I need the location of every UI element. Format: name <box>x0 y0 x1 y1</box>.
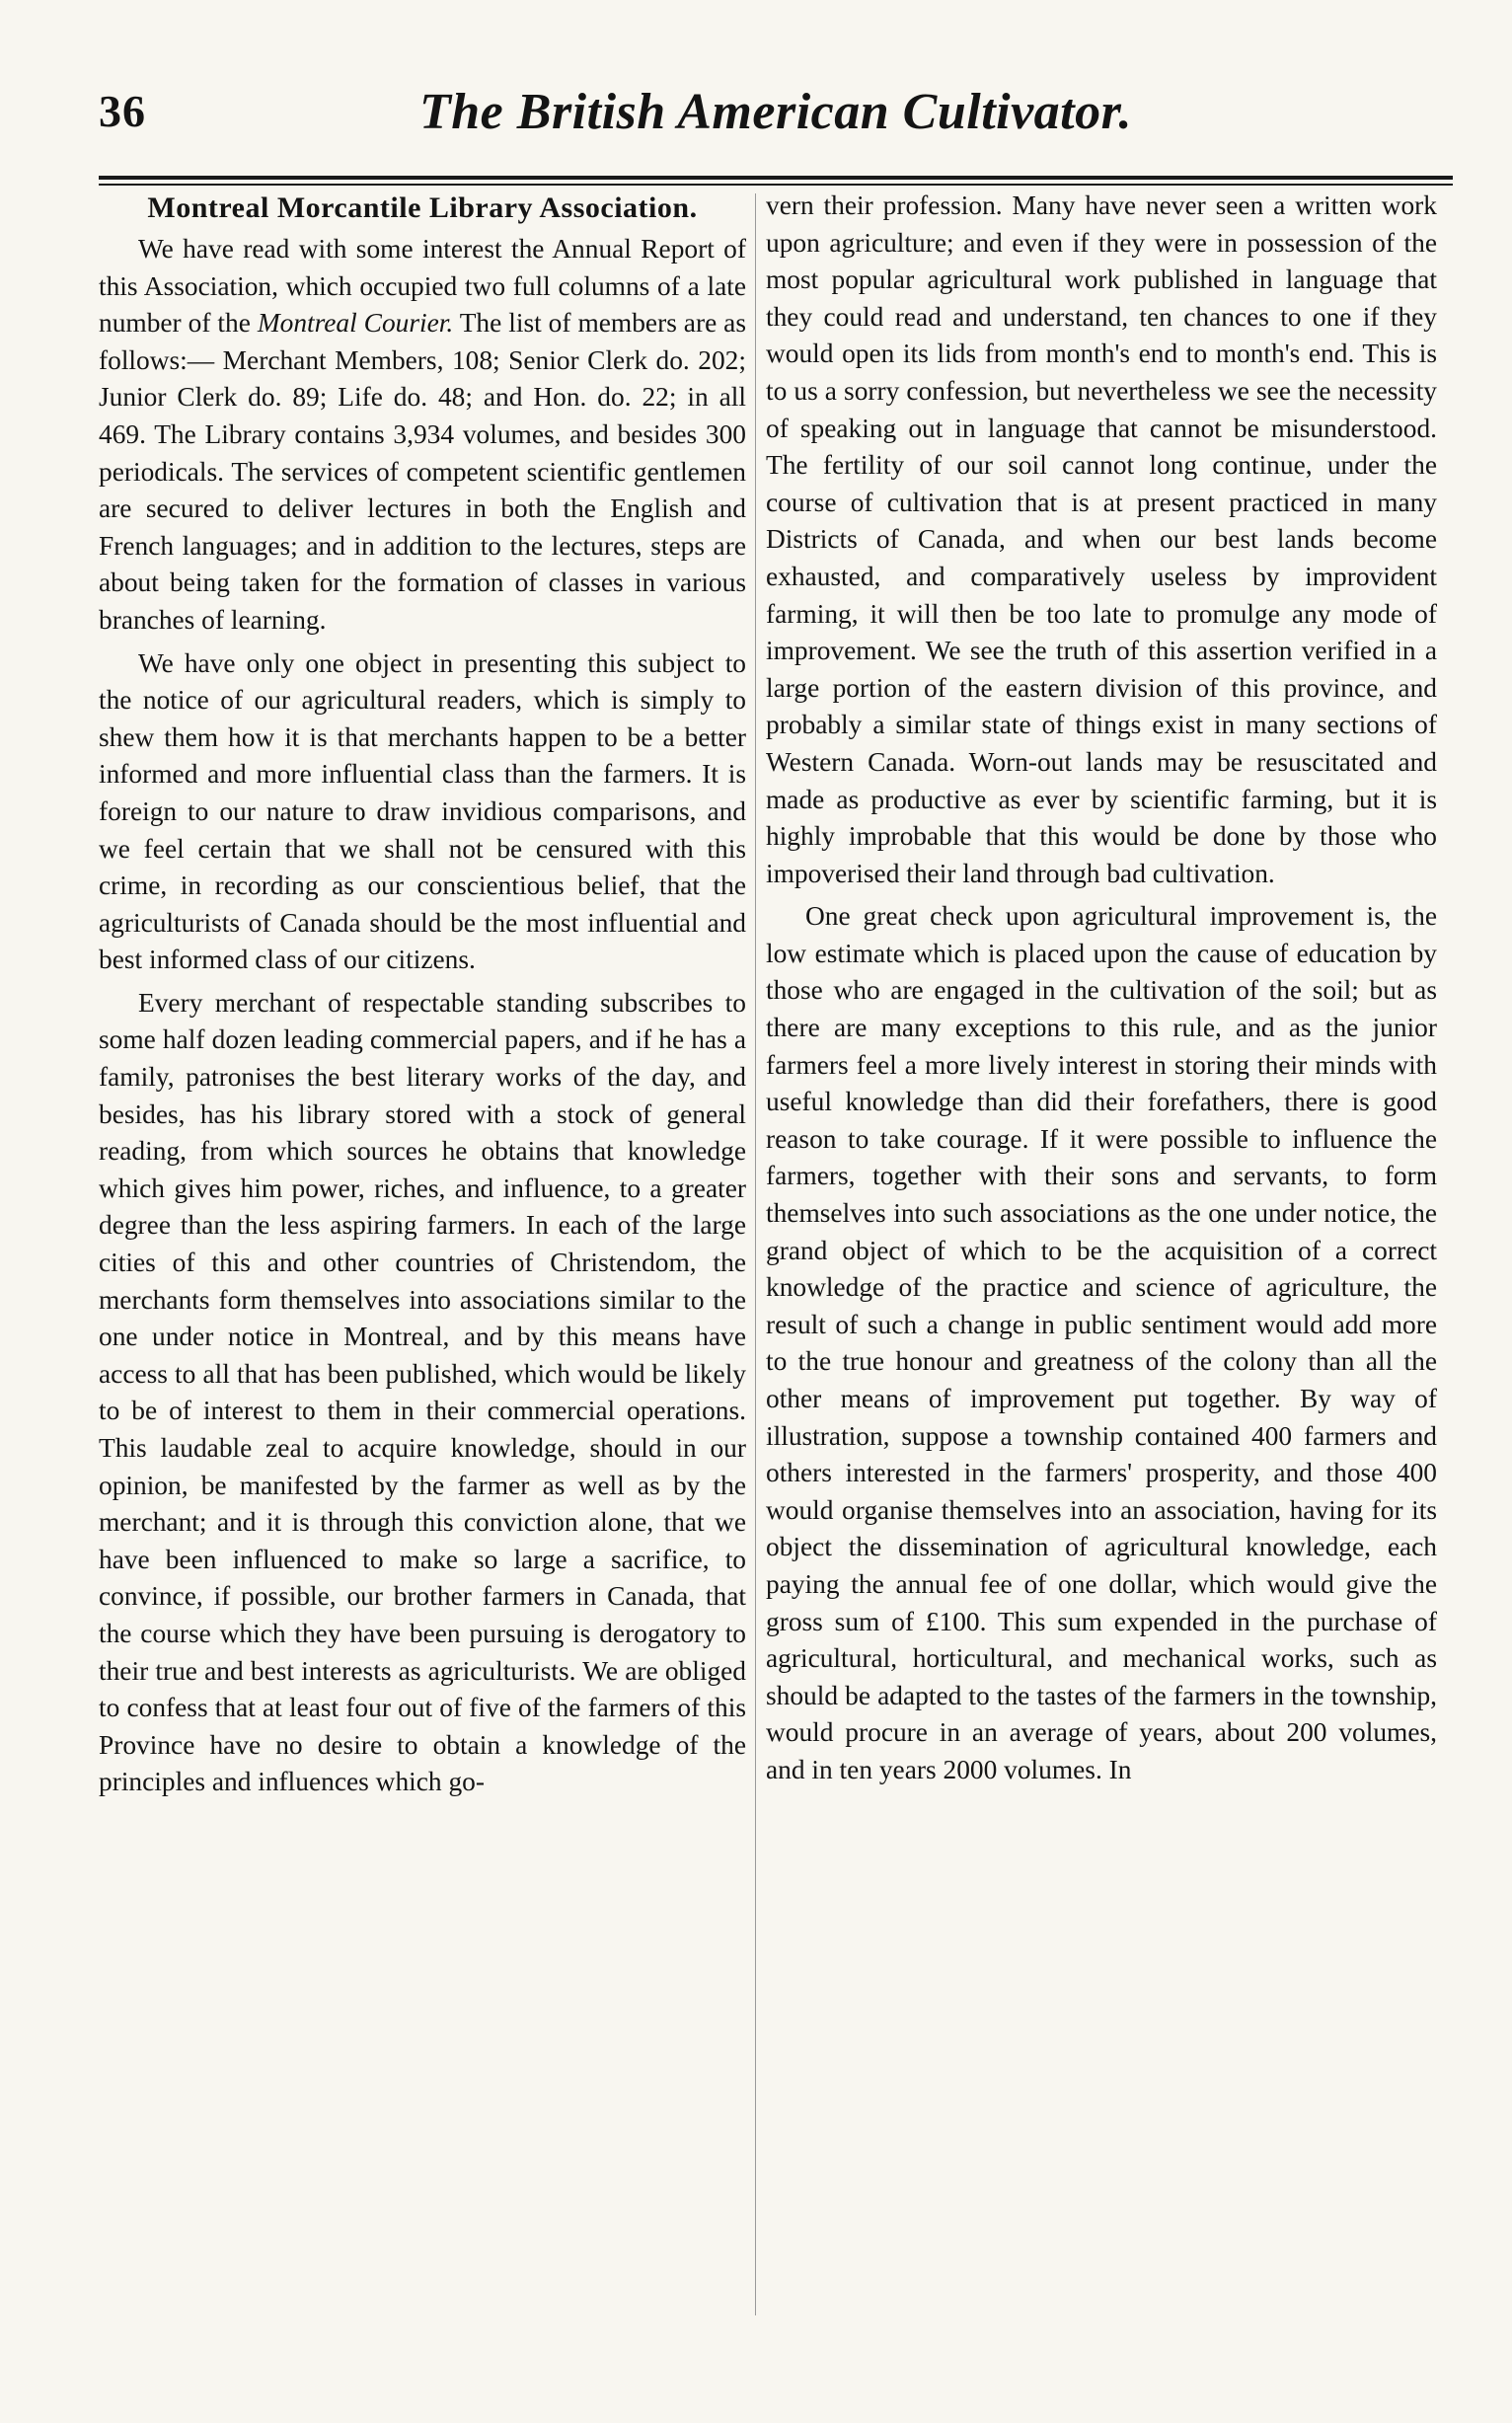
article-paragraph <box>99 231 746 640</box>
left-column <box>99 188 746 2359</box>
paragraph-text: We have read with some interest the Annual Report of this Association, which occupied two full columns of a late number of the <box>99 234 746 339</box>
article-title: Montreal Morcantile Library Association. <box>147 191 698 224</box>
article-paragraph: Every merchant of respectable standing subscribes to some half dozen leading commercial papers, and if he has a family, patronises the best literary works of the day, and besides, has his library stored with a stock of general reading, from which sources he obtains that knowledge which gives him power, riches, and influence, to a greater degree than the less aspiring farmers. In each of the large cities of this and other countries of Christendom, the merchants form themselves into associations similar to the one under notice in Montreal, and by this means have access to all that has been published, which would be likely to be of interest to them in their commercial operations. This laudable zeal to acquire knowledge, should in our opinion, be manifested by the farmer as well as by the merchant; and it is through this conviction alone, that we have been influenced to make so large a sacrifice, to convince, if possible, our brother farmers in Canada, that the course which they have been pursuing is derogatory to their true and best interests as agriculturists. We are obliged to confess that at least four out of five of the farmers of this Province have no desire to obtain a knowledge of the principles and influences which go- <box>99 987 746 1797</box>
page-header <box>99 77 1453 156</box>
newspaper-name: Montreal Courier. <box>257 308 454 339</box>
paragraph-text: The list of members are as follows:— Merchant Members, 108; Senior Clerk do. 202; Junior Clerk do. 89; Life do. 48; and Hon. do. 22; in all 469. The Library contains 3,934 volumes, and besides 300 periodicals. The services of competent scientific gentlemen are secured to deliver lectures in both the English and French languages; and in addition to the lectures, steps are about being taken for the formation of classes in various branches of learning. <box>99 308 747 635</box>
article-paragraph-continued: vern their profession. Many have never seen a written work upon agriculture; and even if they were in possession of the most popular agricultural work published in language that they could read and understand, ten chances to one if they would open its lids from month's end to month's end. This is to us a sorry confession, but nevertheless we see the necessity of speaking out in language that cannot be misunderstood. The fertility of our soil cannot long continue, under the course of cultivation that is at present practiced in many Districts of Canada, and when our best lands become exhausted, and comparatively useless by improvident farming, it will then be too late to promulge any mode of improvement. We see the truth of this assertion verified in a large portion of the eastern division of this province, and probably a similar state of things exist in many sections of Western Canada. Worn-out lands may be resuscitated and made as productive as ever by scientific farming, but it is highly improbable that this would be done by those who impoverised their land through bad cultivation. <box>766 190 1437 888</box>
article-paragraph: We have only one object in presenting this subject to the notice of our agricultural readers, which is simply to shew them how it is that merchants happen to be a better informed and more influential class than the farmers. It is foreign to our nature to draw invidious comparisons, and we feel certain that we shall not be censured with this crime, in recording as our conscientious belief, that the agriculturists of Canada should be the most influential and best informed class of our citizens. <box>99 647 746 975</box>
column-divider <box>755 193 756 2315</box>
page-number: 36 <box>99 86 146 136</box>
header-rule-thick <box>99 176 1453 180</box>
right-column <box>766 188 1437 2359</box>
header-rule-thin <box>99 184 1453 186</box>
article-paragraph: One great check upon agricultural improvement is, the low estimate which is placed upon the cause of education by those who are engaged in the cultivation of the soil; but as there are many exceptions to this rule, and as the junior farmers feel a more lively interest in storing their minds with useful knowledge than did their forefathers, there is good reason to take courage. If it were possible to influence the farmers, together with their sons and servants, to form themselves into such associations as the one under notice, the grand object of which to be the acquisition of a correct knowledge of the practice and science of agriculture, the result of such a change in public sentiment would add more to the true honour and greatness of the colony than all the other means of improvement put together. By way of illustration, suppose a township contained 400 farmers and others interested in the farmers' prosperity, and those 400 would organise themselves into an association, having for its object the dissemination of agricultural knowledge, each paying the annual fee of one dollar, which would give the gross sum of £100. This sum expended in the purchase of agricultural, horticultural, and mechanical works, such as should be adapted to the tastes of the farmers in the township, would procure in an average of years, about 200 volumes, and in ten years 2000 volumes. In <box>766 901 1437 1784</box>
running-title: The British American Cultivator. <box>419 84 1132 140</box>
